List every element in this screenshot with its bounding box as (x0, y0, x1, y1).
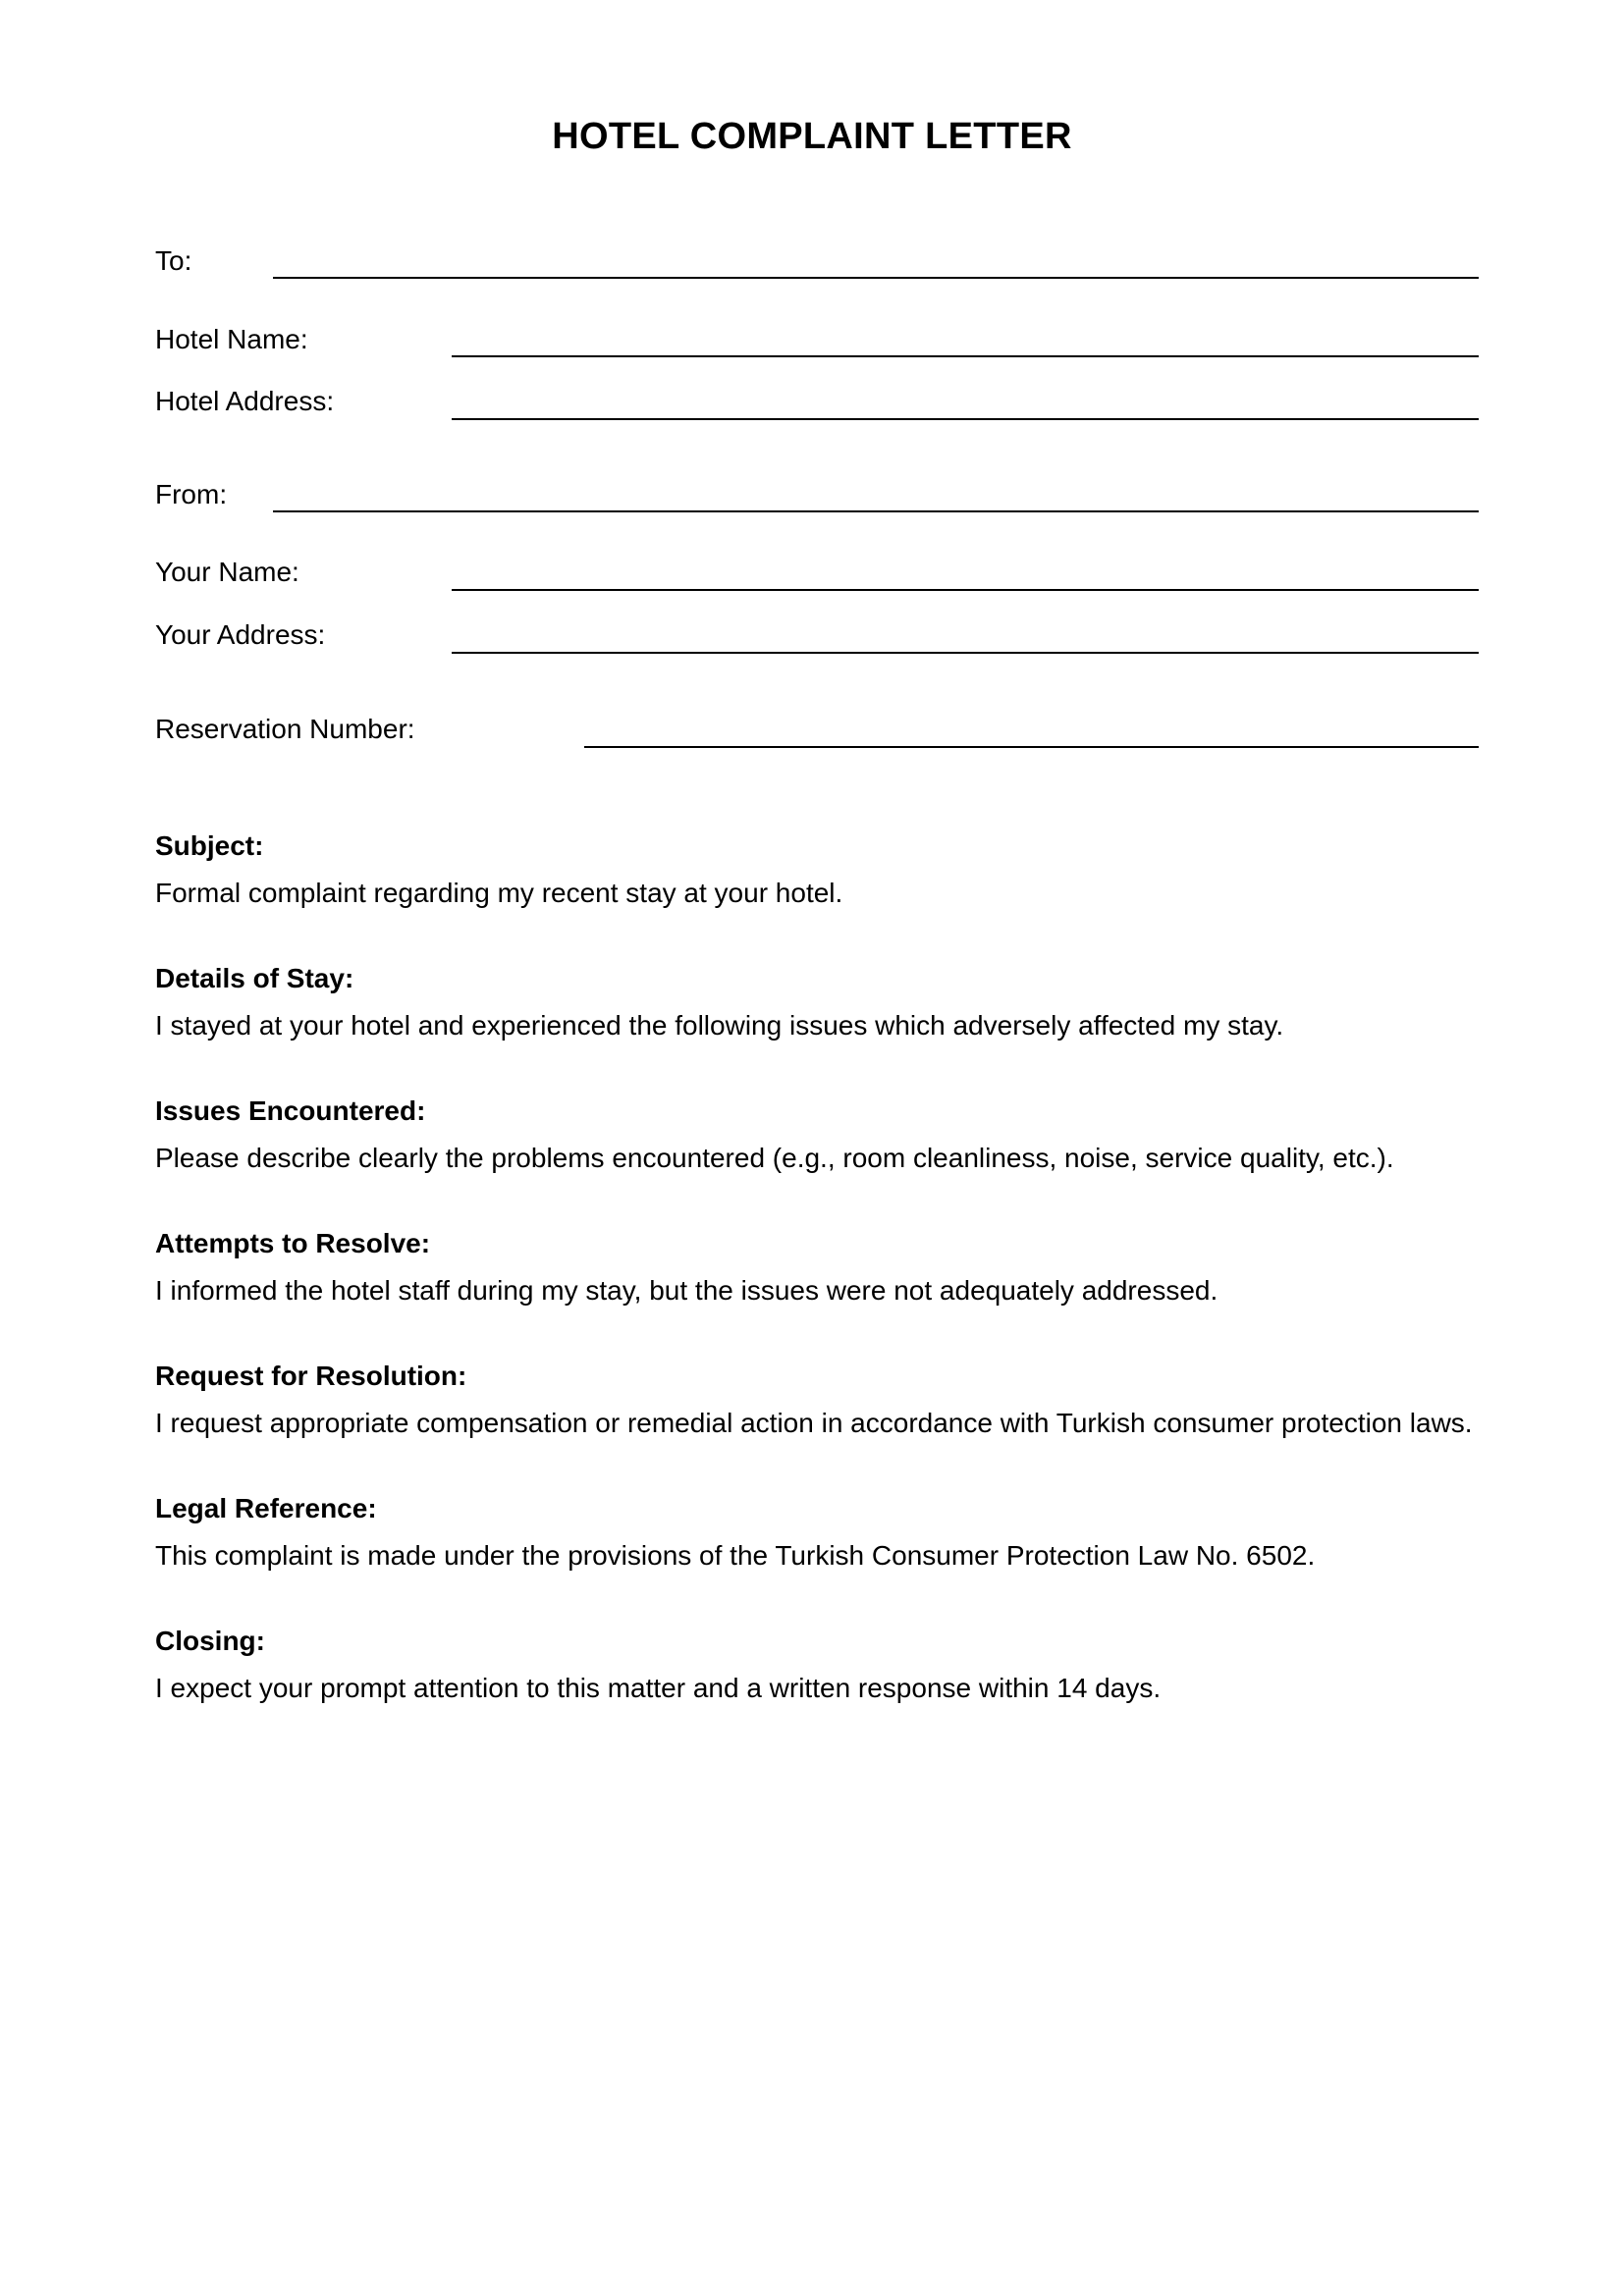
section-heading-subject: Subject: (155, 830, 264, 861)
section-body-closing: I expect your prompt attention to this matter and a written response within 14 days. (155, 1673, 1162, 1703)
reservation-number-label: Reservation Number: (155, 714, 415, 744)
section-body-subject: Formal complaint regarding my recent stay at your hotel. (155, 878, 843, 908)
document-title: HOTEL COMPLAINT LETTER (552, 116, 1072, 157)
hotel-name-input-line[interactable] (452, 355, 1479, 357)
your-address-input-line[interactable] (452, 652, 1479, 654)
your-name-label: Your Name: (155, 557, 299, 587)
section-body-issues-encountered: Please describe clearly the problems encountered (e.g., room cleanliness, noise, service quality, etc.). (155, 1143, 1394, 1173)
hotel-name-label: Hotel Name: (155, 324, 308, 354)
from-label: From: (155, 479, 228, 509)
section-heading-closing: Closing: (155, 1626, 265, 1656)
section-heading-details-of-stay: Details of Stay: (155, 963, 354, 993)
to-input-line[interactable] (273, 277, 1479, 279)
reservation-number-input-line[interactable] (584, 746, 1479, 748)
your-name-input-line[interactable] (452, 589, 1479, 591)
to-label: To: (155, 245, 192, 276)
hotel-address-label: Hotel Address: (155, 386, 335, 416)
section-body-attempts-to-resolve: I informed the hotel staff during my stay, but the issues were not adequately addressed. (155, 1275, 1218, 1306)
section-body-legal-reference: This complaint is made under the provisions of the Turkish Consumer Protection Law No. 6502. (155, 1540, 1316, 1571)
your-address-label: Your Address: (155, 619, 326, 650)
hotel-address-input-line[interactable] (452, 418, 1479, 420)
section-heading-attempts-to-resolve: Attempts to Resolve: (155, 1228, 431, 1258)
section-heading-legal-reference: Legal Reference: (155, 1493, 377, 1523)
section-body-details-of-stay: I stayed at your hotel and experienced the following issues which adversely affected my stay. (155, 1010, 1284, 1041)
section-body-request-for-resolution: I request appropriate compensation or remedial action in accordance with Turkish consumer protection laws. (155, 1408, 1473, 1438)
from-input-line[interactable] (273, 510, 1479, 512)
section-heading-request-for-resolution: Request for Resolution: (155, 1361, 467, 1391)
section-heading-issues-encountered: Issues Encountered: (155, 1095, 426, 1126)
